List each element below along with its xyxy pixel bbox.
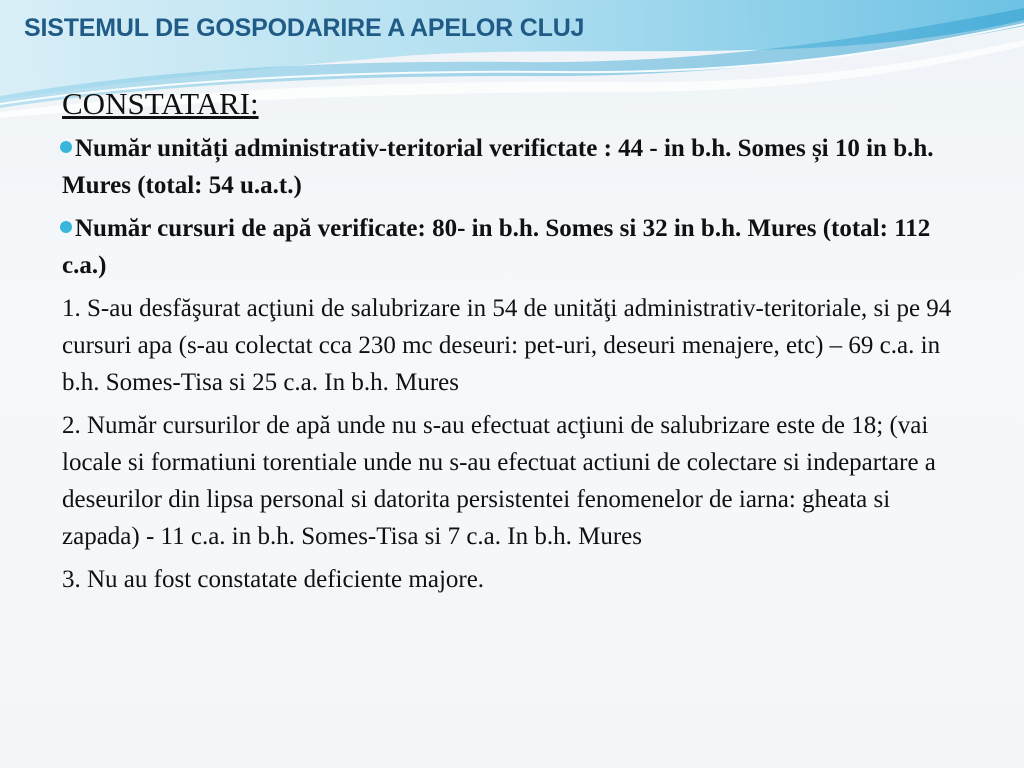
paragraph-1: 1. S-au desfăşurat acţiuni de salubrizare in 54 de unităţi administrativ-teritoriale, si pe 94 cursuri apa (s-au colectat cca 230 mc deseuri: pet-uri, deseuri menajere, etc) – 69 c.a. in b.h. Somes-Tisa si 25 c.a. In b.h. Mures [62, 295, 952, 396]
bullet-text: Număr cursuri de apă verificate: 80- in b.h. Somes si 32 in b.h. Mures (total: 112 c.a.) [62, 215, 931, 279]
slide-content [62, 84, 967, 604]
bullet-text: Număr unități administrativ-teritorial verifictate : 44 - in b.h. Somes și 10 in b.h. Mures (total: 54 u.a.t.) [62, 135, 934, 199]
bullet-item [62, 210, 967, 284]
paragraph-3: 3. Nu au fost constatate deficiente majore. [62, 566, 485, 593]
paragraph-2: 2. Număr cursurilor de apă unde nu s-au efectuat acţiuni de salubrizare este de 18; (vai locale si formatiuni torentiale unde nu s-au efectuat actiuni de colectare si indepartare a deseurilor din lipsa personal si datorita persistentei fenomenelor de iarna: gheata si zapada) - 11 c.a. in b.h. Somes-Tisa si 7 c.a. In b.h. Mures [62, 412, 936, 550]
slide-header-title: SISTEMUL DE GOSPODARIRE A APELOR CLUJ [24, 14, 585, 42]
bullet-dot-icon [60, 141, 72, 153]
bullet-dot-icon [60, 221, 72, 233]
bullet-item [62, 130, 967, 204]
section-heading: CONSTATARI: [62, 86, 259, 121]
